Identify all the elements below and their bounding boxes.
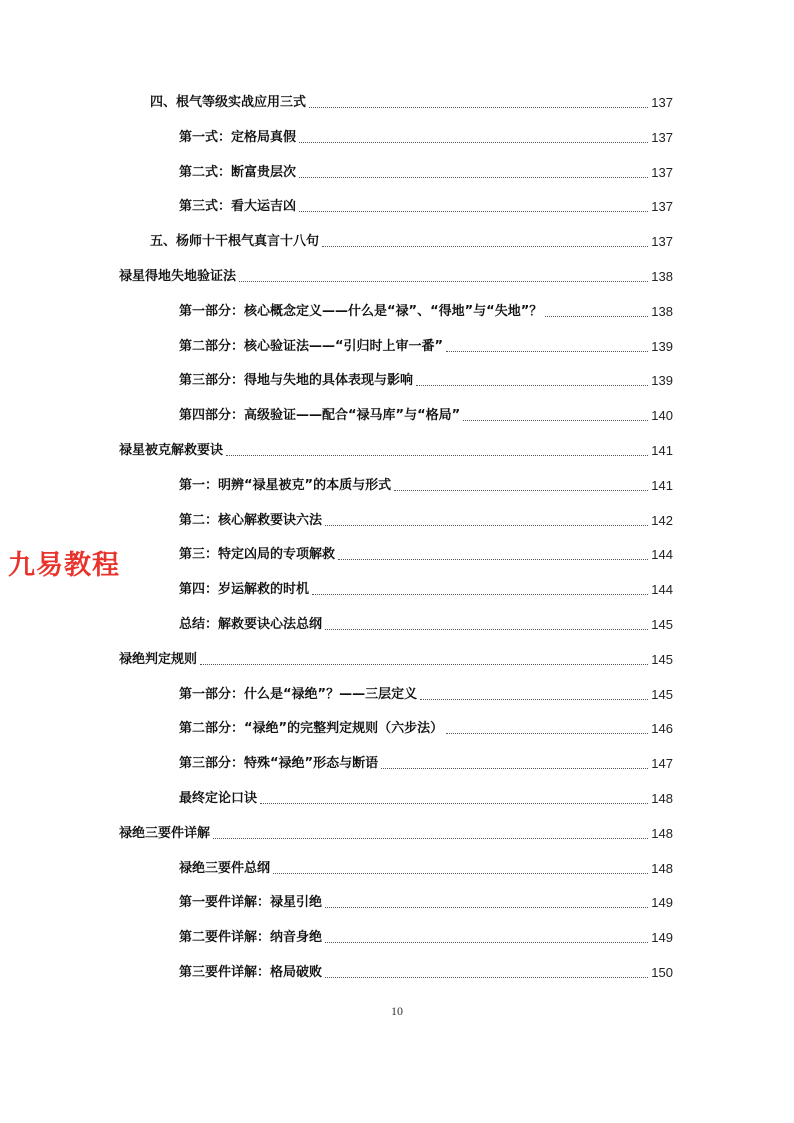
toc-entry-page: 149 bbox=[651, 930, 673, 946]
toc-entry[interactable] bbox=[119, 440, 673, 462]
toc-entry[interactable] bbox=[179, 510, 673, 532]
toc-entry-title: 第二式：断富贵层次 bbox=[179, 164, 297, 180]
toc-dot-leader bbox=[381, 768, 648, 769]
toc-entry[interactable] bbox=[119, 266, 673, 288]
toc-entry-title: 禄绝三要件总纲 bbox=[179, 860, 271, 876]
toc-dot-leader bbox=[299, 177, 648, 178]
toc-entry-page: 145 bbox=[651, 686, 673, 702]
toc-entry[interactable] bbox=[179, 544, 673, 566]
toc-dot-leader bbox=[325, 629, 648, 630]
toc-dot-leader bbox=[325, 942, 648, 943]
toc-dot-leader bbox=[299, 211, 648, 212]
toc-entry-page: 138 bbox=[651, 269, 673, 284]
toc-dot-leader bbox=[325, 977, 648, 978]
toc-entry-title: 第三要件详解：格局破败 bbox=[179, 965, 323, 980]
toc-entry[interactable] bbox=[179, 858, 673, 880]
toc-entry[interactable] bbox=[150, 231, 673, 253]
toc-dot-leader bbox=[446, 733, 648, 734]
toc-dot-leader bbox=[260, 803, 648, 804]
toc-entry-title: 第一：明辨“禄星被克”的本质与形式 bbox=[179, 477, 392, 493]
toc-entry-title: 第三：特定凶局的专项解救 bbox=[179, 547, 336, 563]
toc-entry[interactable] bbox=[119, 649, 673, 671]
toc-entry-page: 150 bbox=[651, 965, 673, 980]
toc-entry-title: 禄星被克解救要诀 bbox=[119, 443, 224, 458]
toc-dot-leader bbox=[239, 281, 648, 282]
toc-entry[interactable] bbox=[179, 370, 673, 392]
toc-entry-title: 第二部分：核心验证法——“引归时上审一番” bbox=[179, 338, 444, 354]
toc-dot-leader bbox=[322, 246, 648, 247]
toc-entry-page: 148 bbox=[651, 791, 673, 806]
toc-entry[interactable] bbox=[179, 127, 673, 149]
toc-entry[interactable] bbox=[179, 301, 673, 323]
toc-entry-page: 137 bbox=[651, 164, 673, 180]
toc-dot-leader bbox=[213, 838, 648, 839]
toc-entry-title: 第二：核心解救要诀六法 bbox=[179, 512, 323, 528]
toc-entry-title: 第二部分：“禄绝”的完整判定规则（六步法） bbox=[179, 721, 444, 737]
toc-entry-title: 第一要件详解：禄星引绝 bbox=[179, 895, 323, 911]
toc-entry-page: 137 bbox=[651, 199, 673, 215]
toc-entry[interactable] bbox=[179, 475, 673, 497]
toc-entry-page: 146 bbox=[651, 721, 673, 737]
toc-entry[interactable] bbox=[179, 962, 673, 984]
toc-entry-page: 141 bbox=[651, 477, 673, 493]
toc-dot-leader bbox=[545, 316, 648, 317]
toc-entry[interactable] bbox=[179, 927, 673, 949]
toc-dot-leader bbox=[416, 385, 648, 386]
toc-entry-title: 第三部分：特殊“禄绝”形态与断语 bbox=[179, 756, 379, 772]
toc-entry-title: 禄星得地失地验证法 bbox=[119, 269, 237, 284]
toc-entry[interactable] bbox=[179, 684, 673, 706]
toc-entry-title: 禄绝三要件详解 bbox=[119, 825, 211, 841]
toc-entry-title: 禄绝判定规则 bbox=[119, 651, 198, 667]
toc-entry-page: 137 bbox=[651, 234, 673, 250]
toc-entry[interactable] bbox=[179, 196, 673, 218]
toc-entry[interactable] bbox=[179, 788, 673, 810]
toc-entry-title: 第一部分：核心概念定义——什么是“禄”、“得地”与“失地”？ bbox=[179, 303, 543, 319]
watermark-logo: 九易教程 bbox=[8, 550, 120, 581]
toc-entry-page: 137 bbox=[651, 95, 673, 110]
page-number: 10 bbox=[391, 1004, 403, 1018]
toc-entry-title: 第三部分：得地与失地的具体表现与影响 bbox=[179, 373, 414, 389]
toc-entry-title: 第一部分：什么是“禄绝”？——三层定义 bbox=[179, 686, 418, 702]
toc-entry-page: 139 bbox=[651, 373, 673, 389]
toc-entry-title: 第四：岁运解救的时机 bbox=[179, 582, 310, 598]
toc-entry[interactable] bbox=[150, 92, 673, 114]
toc-dot-leader bbox=[325, 907, 648, 908]
toc-dot-leader bbox=[325, 525, 648, 526]
toc-entry-page: 142 bbox=[651, 512, 673, 528]
toc-entry-page: 140 bbox=[651, 408, 673, 424]
toc-dot-leader bbox=[420, 699, 648, 700]
toc-dot-leader bbox=[463, 420, 648, 421]
toc-entry-page: 145 bbox=[651, 617, 673, 632]
toc-entry-page: 149 bbox=[651, 895, 673, 911]
toc-entry[interactable] bbox=[179, 753, 673, 775]
toc-entry-page: 139 bbox=[651, 338, 673, 354]
toc-dot-leader bbox=[273, 873, 648, 874]
toc-entry-page: 148 bbox=[651, 860, 673, 876]
toc-entry[interactable] bbox=[179, 579, 673, 601]
toc-entry-title: 总结：解救要诀心法总纲 bbox=[179, 617, 323, 632]
toc-entry[interactable] bbox=[179, 718, 673, 740]
toc-entry-title: 第一式：定格局真假 bbox=[179, 129, 297, 145]
toc-entry[interactable] bbox=[179, 892, 673, 914]
toc-entry-title: 第三式：看大运吉凶 bbox=[179, 199, 297, 215]
toc-entry-title: 四、根气等级实战应用三式 bbox=[150, 95, 307, 110]
toc-entry-page: 145 bbox=[651, 651, 673, 667]
toc-dot-leader bbox=[200, 664, 648, 665]
toc-entry-title: 五、杨师十干根气真言十八句 bbox=[150, 234, 320, 250]
toc-entry-title: 第四部分：高级验证——配合“禄马库”与“格局” bbox=[179, 408, 461, 424]
toc-entry-title: 最终定论口诀 bbox=[179, 791, 258, 806]
toc-entry-page: 137 bbox=[651, 129, 673, 145]
toc-dot-leader bbox=[446, 351, 648, 352]
toc-entry[interactable] bbox=[119, 823, 673, 845]
toc-entry[interactable] bbox=[179, 614, 673, 636]
toc-entry-page: 144 bbox=[651, 582, 673, 598]
toc-dot-leader bbox=[309, 107, 648, 108]
toc-entry[interactable] bbox=[179, 162, 673, 184]
toc-entry-page: 144 bbox=[651, 547, 673, 563]
toc-entry-page: 138 bbox=[651, 303, 673, 319]
toc-entry-page: 141 bbox=[651, 443, 673, 458]
toc-entry[interactable] bbox=[179, 336, 673, 358]
toc-dot-leader bbox=[394, 490, 648, 491]
toc-dot-leader bbox=[226, 455, 648, 456]
toc-entry-page: 148 bbox=[651, 825, 673, 841]
toc-dot-leader bbox=[299, 142, 648, 143]
toc-dot-leader bbox=[312, 594, 648, 595]
toc-entry-page: 147 bbox=[651, 756, 673, 772]
toc-entry[interactable] bbox=[179, 405, 673, 427]
toc-dot-leader bbox=[338, 559, 648, 560]
toc-entry-title: 第二要件详解：纳音身绝 bbox=[179, 930, 323, 946]
